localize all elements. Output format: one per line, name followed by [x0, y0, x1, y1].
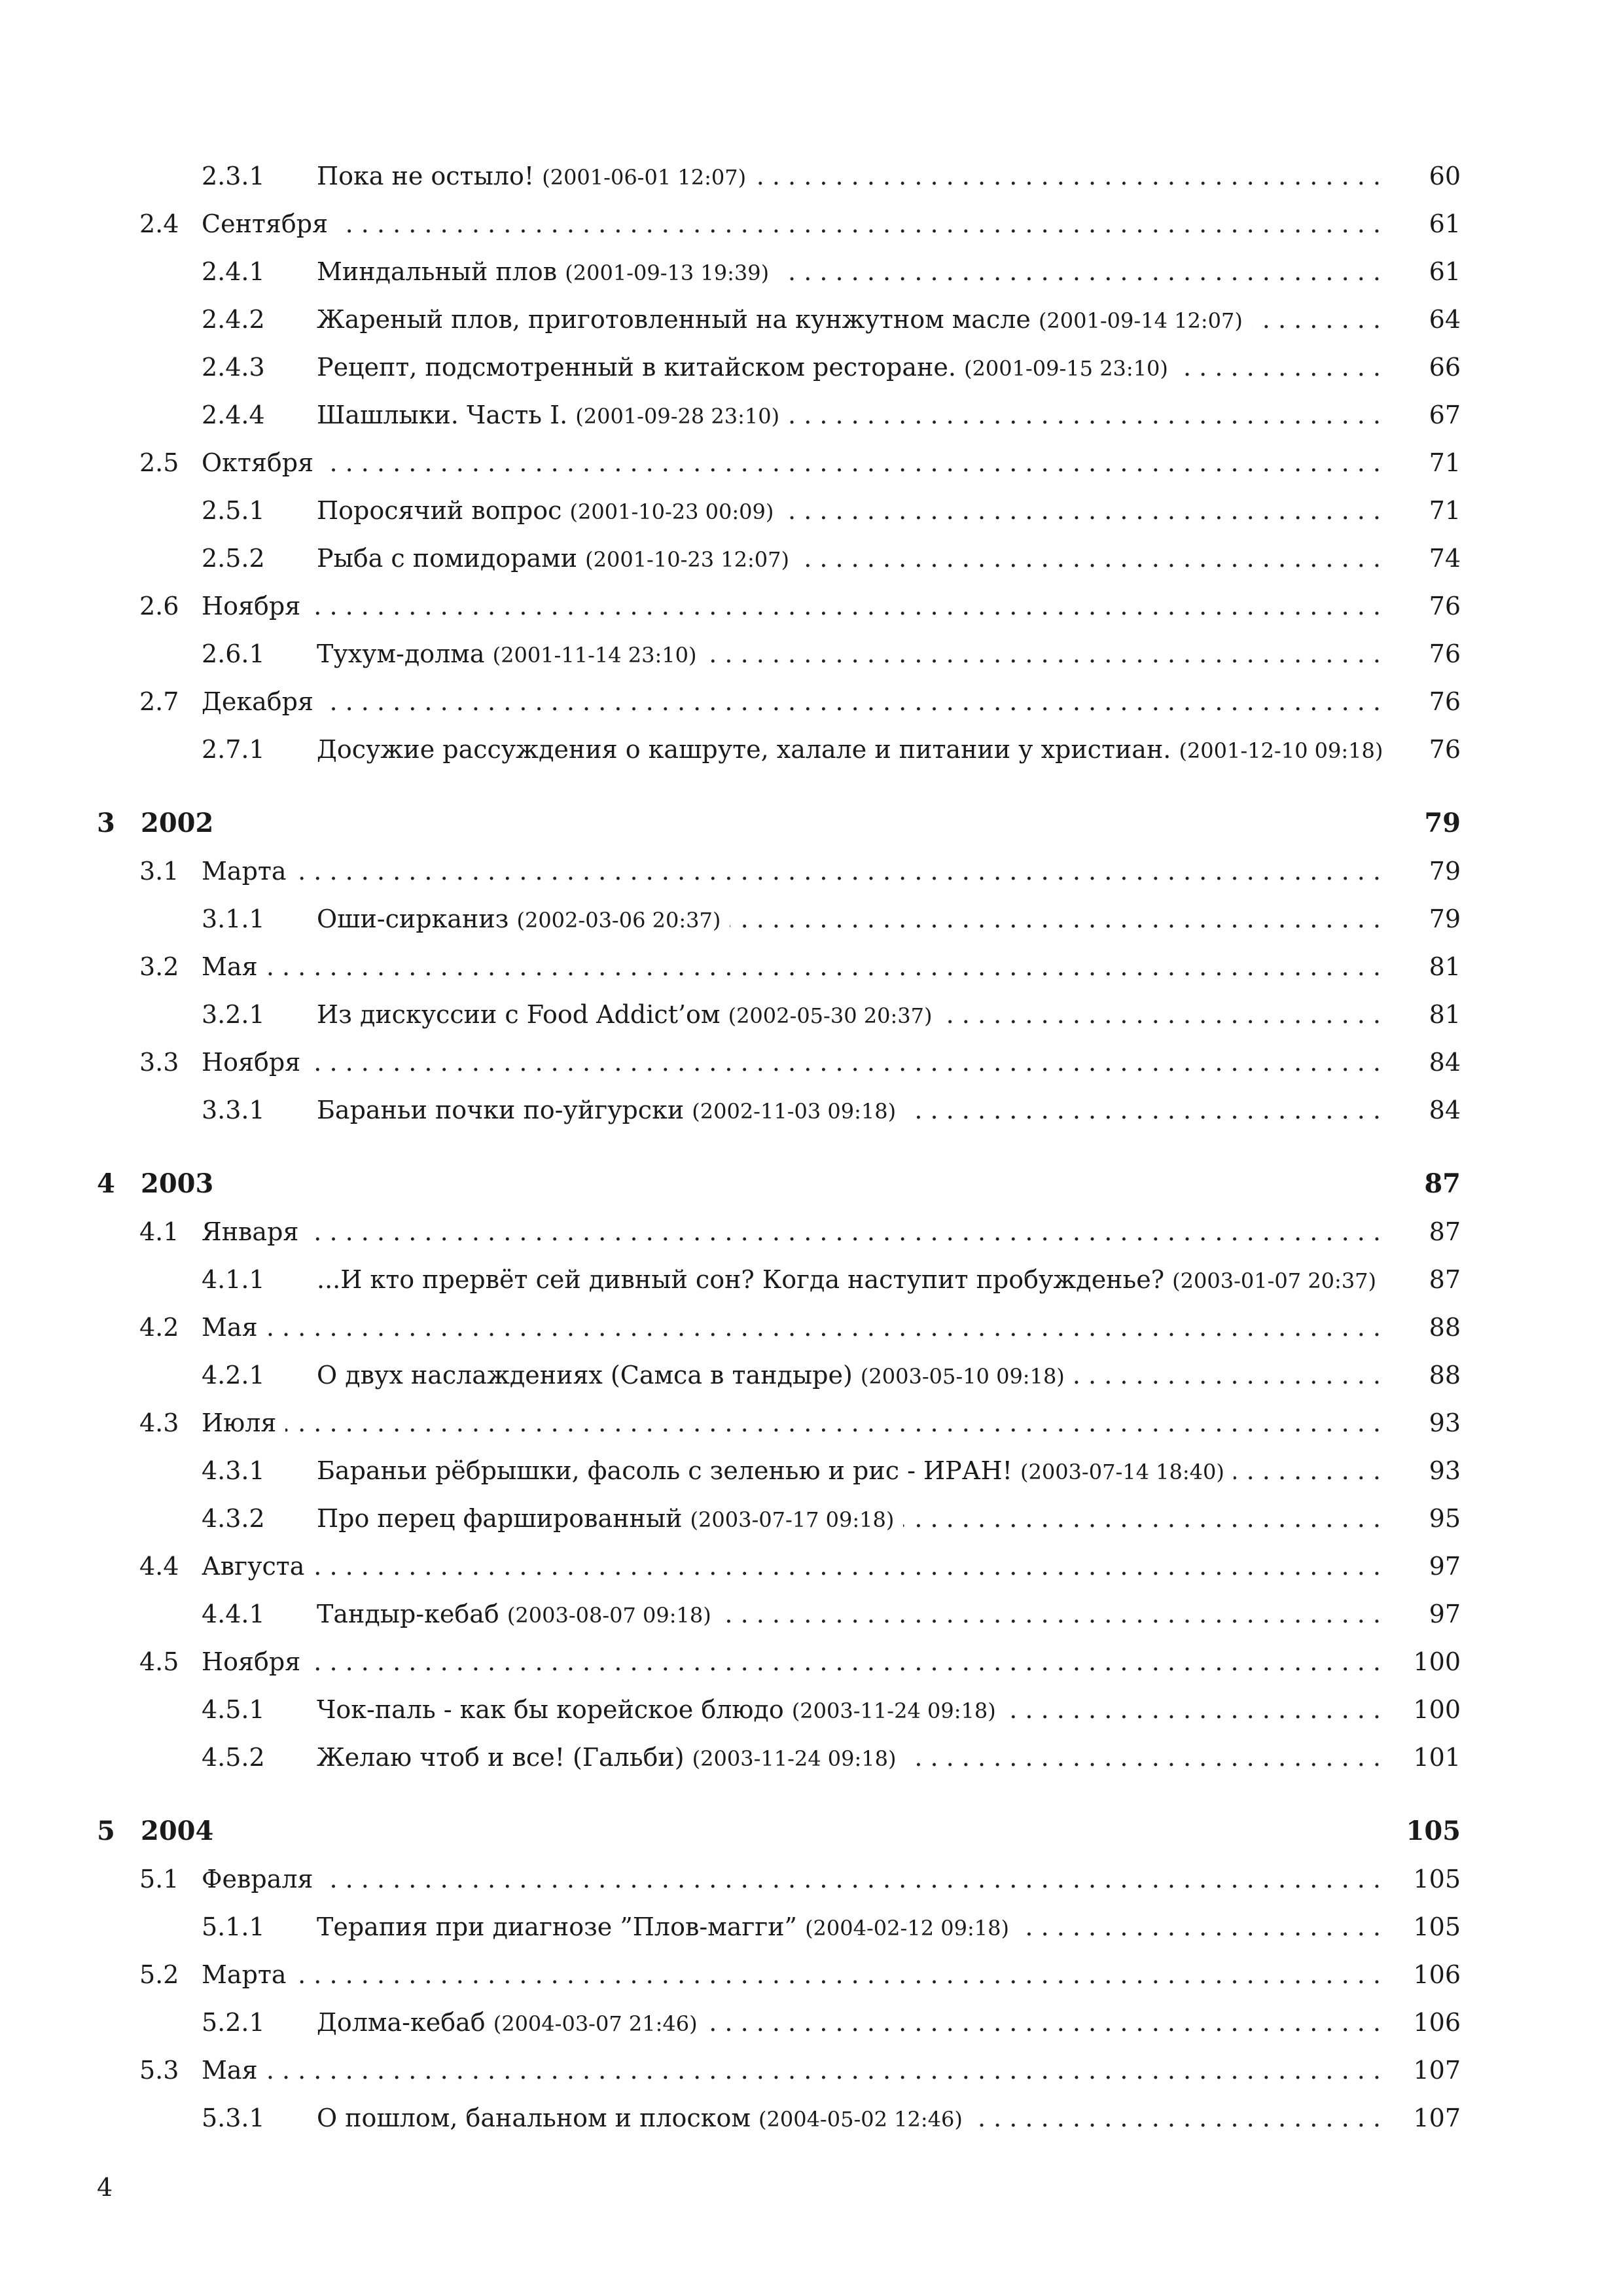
entry-number: 4.5.2: [202, 1743, 265, 1772]
toc-subsection[interactable]: [0, 725, 1623, 774]
toc-section[interactable]: [0, 1038, 1623, 1086]
entry-title-text: Марта: [202, 1960, 287, 1989]
entry-title-text: Августа: [202, 1552, 305, 1581]
entry-title: [202, 1038, 300, 1086]
entry-title-text: 2003: [141, 1168, 214, 1199]
entry-title-text: Пока не остыло!: [317, 162, 535, 190]
entry-date: (2003-01-07 20:37): [1172, 1268, 1377, 1293]
toc-chapter[interactable]: [0, 1160, 1623, 1208]
toc-subsection[interactable]: [0, 1998, 1623, 2047]
toc-chapter[interactable]: [0, 1807, 1623, 1856]
entry-title: [317, 391, 779, 440]
entry-number: 4: [97, 1168, 115, 1199]
dot-leader: [730, 895, 1381, 943]
toc-subsection[interactable]: [0, 630, 1623, 678]
entry-number: 2.3.1: [202, 162, 265, 190]
entry-title: [141, 1160, 213, 1208]
entry-title: [202, 1208, 298, 1256]
entry-number: 5.1: [139, 1865, 179, 1893]
entry-title: [202, 439, 313, 487]
dot-leader: [1177, 343, 1381, 391]
entry-number: 2.5.1: [202, 496, 265, 525]
entry-title: [202, 2046, 258, 2094]
entry-page: 105: [1413, 1912, 1461, 1941]
dot-leader: [707, 1998, 1381, 2047]
toc-subsection[interactable]: [0, 1903, 1623, 1951]
entry-title-text: 2004: [141, 1816, 214, 1846]
entry-title: [317, 1086, 896, 1136]
entry-title-text: Поросячий вопрос: [317, 496, 562, 525]
entry-page: 84: [1429, 1048, 1461, 1077]
dot-leader: [798, 534, 1381, 583]
entry-number: 4.4: [139, 1552, 179, 1581]
dot-leader: [308, 1208, 1381, 1256]
entry-page: 100: [1413, 1647, 1461, 1676]
entry-number: 2.4: [139, 209, 179, 238]
dot-leader: [296, 1950, 1381, 1999]
entry-date: (2001-06-01 12:07): [542, 165, 747, 190]
entry-title-text: Мая: [202, 952, 258, 981]
entry-title-text: Рыба с помидорами: [317, 544, 578, 573]
entry-title: [202, 1303, 258, 1352]
entry-title-text: Февраля: [202, 1865, 313, 1893]
dot-leader: [905, 1086, 1381, 1134]
entry-title: [202, 1855, 313, 1903]
entry-date: (2001-09-15 23:10): [964, 356, 1168, 381]
entry-number: 4.3.1: [202, 1456, 265, 1485]
dot-leader: [941, 990, 1381, 1039]
entry-title: [317, 1998, 698, 2048]
entry-title: [202, 942, 258, 991]
entry-number: 2.4.1: [202, 257, 265, 286]
toc-section[interactable]: [0, 942, 1623, 991]
dot-leader: [323, 677, 1381, 726]
entry-title: [202, 582, 300, 630]
dot-leader: [310, 1038, 1381, 1086]
toc-subsection[interactable]: [0, 895, 1623, 943]
dot-leader: [1252, 295, 1381, 344]
entry-title-text: Жареный плов, приготовленный на кунжутном масле: [317, 305, 1031, 334]
entry-date: (2001-10-23 00:09): [569, 499, 774, 524]
toc-section[interactable]: [0, 582, 1623, 630]
entry-title-text: О пошлом, банальном и плоском: [317, 2104, 751, 2132]
toc-section[interactable]: [0, 847, 1623, 895]
toc-subsection[interactable]: [0, 391, 1623, 439]
toc-chapter[interactable]: [0, 799, 1623, 848]
entry-page: 95: [1429, 1504, 1461, 1533]
entry-page: 93: [1429, 1456, 1461, 1485]
entry-page: 79: [1429, 857, 1461, 886]
dot-leader: [337, 200, 1381, 248]
entry-date: (2002-11-03 09:18): [692, 1099, 897, 1124]
entry-title: [317, 895, 721, 944]
toc-subsection[interactable]: [0, 486, 1623, 535]
entry-page: 97: [1429, 1552, 1461, 1581]
entry-title-text: Ноября: [202, 592, 301, 620]
entry-page: 76: [1429, 687, 1461, 716]
entry-title-text: Желаю чтоб и все! (Гальби): [317, 1743, 685, 1772]
entry-title-text: Бараньи почки по-уйгурски: [317, 1096, 685, 1124]
entry-date: (2003-05-10 09:18): [860, 1364, 1065, 1389]
entry-number: 5.3: [139, 2056, 179, 2085]
entry-date: (2004-02-12 09:18): [805, 1916, 1009, 1941]
toc-subsection[interactable]: [0, 152, 1623, 200]
entry-number: 2.4.2: [202, 305, 265, 334]
entry-date: (2002-03-06 20:37): [516, 908, 721, 933]
entry-number: 2.5: [139, 448, 179, 477]
dot-leader: [267, 1303, 1381, 1352]
entry-number: 2.6: [139, 592, 179, 620]
entry-title-text: Мая: [202, 2056, 258, 2085]
entry-number: 3.2.1: [202, 1000, 265, 1029]
entry-number: 5.2.1: [202, 2008, 265, 2037]
entry-title-text: Рецепт, подсмотренный в китайском ресторане.: [317, 353, 956, 382]
entry-number: 3.1: [139, 857, 179, 886]
entry-title-text: Терапия при диагнозе ”Плов-магги”: [317, 1912, 797, 1941]
entry-page: 101: [1413, 1743, 1461, 1772]
entry-page: 76: [1429, 639, 1461, 668]
toc-subsection[interactable]: [0, 2094, 1623, 2142]
entry-date: (2003-08-07 09:18): [507, 1603, 711, 1628]
entry-title-text: 2002: [141, 808, 214, 838]
entry-page: 87: [1424, 1168, 1461, 1199]
entry-number: 3.3: [139, 1048, 179, 1077]
dot-leader: [1234, 1446, 1381, 1495]
entry-title: [202, 1638, 300, 1686]
entry-page: 61: [1429, 209, 1461, 238]
toc-section[interactable]: [0, 1638, 1623, 1686]
entry-page: 71: [1429, 448, 1461, 477]
entry-title: [317, 1446, 1224, 1496]
dot-leader: [310, 582, 1381, 630]
dot-leader: [705, 630, 1381, 678]
entry-number: 4.1: [139, 1217, 179, 1246]
entry-number: 3.3.1: [202, 1096, 265, 1124]
entry-title: [317, 1255, 1376, 1305]
entry-date: (2002-05-30 20:37): [728, 1003, 933, 1028]
toc-subsection[interactable]: [0, 247, 1623, 296]
entry-number: 2.7.1: [202, 735, 265, 764]
dot-leader: [906, 1733, 1381, 1782]
entry-number: 5.3.1: [202, 2104, 265, 2132]
entry-page: 97: [1429, 1600, 1461, 1628]
entry-title: [317, 1733, 897, 1783]
entry-page: 106: [1413, 1960, 1461, 1989]
entry-title-text: Чок-паль - как бы корейское блюдо: [317, 1695, 784, 1724]
dot-leader: [267, 942, 1381, 991]
entry-title: [202, 677, 313, 726]
entry-number: 4.3.2: [202, 1504, 265, 1533]
entry-title-text: Июля: [202, 1408, 277, 1437]
entry-number: 4.1.1: [202, 1265, 265, 1294]
entry-title: [317, 1590, 711, 1640]
entry-title: [202, 1542, 304, 1590]
toc-subsection[interactable]: [0, 1446, 1623, 1495]
entry-title-text: О двух наслаждениях (Самса в тандыре): [317, 1361, 853, 1390]
entry-date: (2004-03-07 21:46): [493, 2011, 698, 2036]
entry-date: (2001-12-10 09:18): [1179, 738, 1383, 763]
entry-page: 100: [1413, 1695, 1461, 1724]
entry-title-text: Оши-сирканиз: [317, 905, 509, 933]
entry-number: 4.5: [139, 1647, 179, 1676]
entry-title-text: Мая: [202, 1313, 258, 1342]
entry-number: 3.1.1: [202, 905, 265, 933]
entry-title-text: Бараньи рёбрышки, фасоль с зеленью и рис - ИРАН!: [317, 1456, 1012, 1485]
dot-leader: [323, 1855, 1381, 1903]
entry-title: [141, 1807, 213, 1856]
toc-section[interactable]: [0, 200, 1623, 248]
entry-page: 81: [1429, 1000, 1461, 1029]
entry-page: 88: [1429, 1361, 1461, 1390]
entry-number: 3.2: [139, 952, 179, 981]
entry-title-text: Миндальный плов: [317, 257, 558, 286]
entry-date: (2003-07-17 09:18): [690, 1507, 895, 1532]
entry-number: 2.4.3: [202, 353, 265, 382]
entry-date: (2003-11-24 09:18): [692, 1746, 897, 1771]
dot-leader: [1074, 1351, 1381, 1399]
entry-page: 88: [1429, 1313, 1461, 1342]
dot-leader: [323, 439, 1381, 487]
entry-page: 87: [1429, 1265, 1461, 1294]
toc-section[interactable]: [0, 1399, 1623, 1447]
entry-title-text: Октября: [202, 448, 314, 477]
entry-page: 67: [1429, 401, 1461, 429]
entry-title: [317, 343, 1168, 393]
dot-leader: [778, 247, 1381, 296]
entry-page: 105: [1413, 1865, 1461, 1893]
entry-title-text: Ноября: [202, 1647, 301, 1676]
entry-page: 79: [1429, 905, 1461, 933]
toc-subsection[interactable]: [0, 343, 1623, 391]
entry-title: [202, 1399, 276, 1447]
entry-title: [317, 1685, 996, 1735]
entry-number: 5.1.1: [202, 1912, 265, 1941]
entry-title-text: Из дискуссии с Food Addict’ом: [317, 1000, 721, 1029]
dot-leader: [310, 1638, 1381, 1686]
entry-page: 107: [1413, 2056, 1461, 2085]
toc-subsection[interactable]: [0, 1494, 1623, 1543]
entry-page: 93: [1429, 1408, 1461, 1437]
entry-title: [317, 295, 1243, 345]
dot-leader: [296, 847, 1381, 895]
dot-leader: [1005, 1685, 1381, 1734]
toc-section[interactable]: [0, 1855, 1623, 1903]
entry-number: 5: [97, 1816, 115, 1846]
entry-title-text: Января: [202, 1217, 299, 1246]
entry-page: 66: [1429, 353, 1461, 382]
toc-subsection[interactable]: [0, 1255, 1623, 1304]
entry-number: 4.2.1: [202, 1361, 265, 1390]
entry-title: [317, 1494, 894, 1544]
entry-title: [202, 200, 328, 248]
entry-title-text: Ноября: [202, 1048, 301, 1077]
entry-number: 2.4.4: [202, 401, 265, 429]
entry-title: [317, 1903, 1009, 1952]
entry-title: [317, 725, 1383, 775]
dot-leader: [789, 391, 1381, 439]
entry-page: 107: [1413, 2104, 1461, 2132]
dot-leader: [285, 1399, 1381, 1447]
toc-subsection[interactable]: [0, 1351, 1623, 1399]
entry-page: 71: [1429, 496, 1461, 525]
entry-title-text: Декабря: [202, 687, 313, 716]
entry-title-text: Сентября: [202, 209, 329, 238]
toc-section[interactable]: [0, 439, 1623, 487]
entry-page: 64: [1429, 305, 1461, 334]
entry-title-text: Тандыр-кебаб: [317, 1600, 499, 1628]
toc-section[interactable]: [0, 1950, 1623, 1999]
entry-title-text: Про перец фаршированный: [317, 1504, 683, 1533]
entry-title: [317, 486, 774, 536]
entry-date: (2003-07-14 18:40): [1020, 1460, 1224, 1484]
entry-title-text: Тухум-долма: [317, 639, 485, 668]
entry-number: 2.7: [139, 687, 179, 716]
entry-number: 4.4.1: [202, 1600, 265, 1628]
toc-section[interactable]: [0, 1208, 1623, 1256]
dot-leader: [903, 1494, 1381, 1543]
toc-subsection[interactable]: [0, 295, 1623, 344]
entry-page: 105: [1406, 1816, 1461, 1846]
entry-number: 2.6.1: [202, 639, 265, 668]
entry-date: (2001-10-23 12:07): [585, 547, 789, 572]
dot-leader: [267, 2046, 1381, 2094]
dot-leader: [755, 152, 1381, 200]
page-number: 4: [97, 2173, 113, 2202]
entry-page: 74: [1429, 544, 1461, 573]
entry-page: 76: [1429, 592, 1461, 620]
entry-title: [317, 247, 769, 297]
entry-title: [202, 1950, 287, 1999]
entry-page: 79: [1424, 808, 1461, 838]
entry-title: [317, 2094, 963, 2144]
entry-number: 2.5.2: [202, 544, 265, 573]
toc-subsection[interactable]: [0, 1086, 1623, 1134]
toc-subsection[interactable]: [0, 534, 1623, 583]
entry-title-text: Марта: [202, 857, 287, 886]
dot-leader: [313, 1542, 1381, 1590]
toc-subsection[interactable]: [0, 1733, 1623, 1782]
entry-date: (2001-09-14 12:07): [1038, 308, 1243, 333]
entry-page: 61: [1429, 257, 1461, 286]
toc-subsection[interactable]: [0, 1590, 1623, 1638]
toc-subsection[interactable]: [0, 990, 1623, 1039]
dot-leader: [783, 486, 1381, 535]
entry-number: 3: [97, 808, 115, 838]
entry-number: 5.2: [139, 1960, 179, 1989]
entry-title-text: Долма-кебаб: [317, 2008, 486, 2037]
entry-page: 106: [1413, 2008, 1461, 2037]
entry-number: 4.2: [139, 1313, 179, 1342]
entry-title: [202, 847, 287, 895]
entry-date: (2001-09-13 19:39): [565, 260, 770, 285]
entry-page: 81: [1429, 952, 1461, 981]
entry-number: 4.3: [139, 1408, 179, 1437]
entry-page: 60: [1429, 162, 1461, 190]
dot-leader: [1018, 1903, 1381, 1951]
entry-title: [317, 1351, 1065, 1401]
toc-section[interactable]: [0, 1542, 1623, 1590]
entry-date: (2001-11-14 23:10): [492, 643, 697, 668]
toc-section[interactable]: [0, 677, 1623, 726]
entry-title: [141, 799, 213, 848]
toc-section[interactable]: [0, 1303, 1623, 1352]
entry-title-text: ...И кто прервёт сей дивный сон? Когда наступит пробужденье?: [317, 1265, 1165, 1294]
entry-date: (2001-09-28 23:10): [575, 404, 780, 429]
entry-title-text: Досужие рассуждения о кашруте, халале и питании у христиан.: [317, 735, 1171, 764]
entry-number: 4.5.1: [202, 1695, 265, 1724]
entry-title: [317, 630, 696, 679]
entry-date: (2004-05-02 12:46): [758, 2107, 963, 2132]
entry-page: 87: [1429, 1217, 1461, 1246]
entry-page: 84: [1429, 1096, 1461, 1124]
toc-subsection[interactable]: [0, 1685, 1623, 1734]
entry-title: [317, 990, 932, 1040]
dot-leader: [972, 2094, 1381, 2142]
entry-title: [317, 152, 746, 202]
entry-date: (2003-11-24 09:18): [791, 1698, 996, 1723]
entry-page: 76: [1429, 735, 1461, 764]
toc-section[interactable]: [0, 2046, 1623, 2094]
dot-leader: [721, 1590, 1381, 1638]
entry-title-text: Шашлыки. Часть I.: [317, 401, 568, 429]
entry-title: [317, 534, 789, 584]
